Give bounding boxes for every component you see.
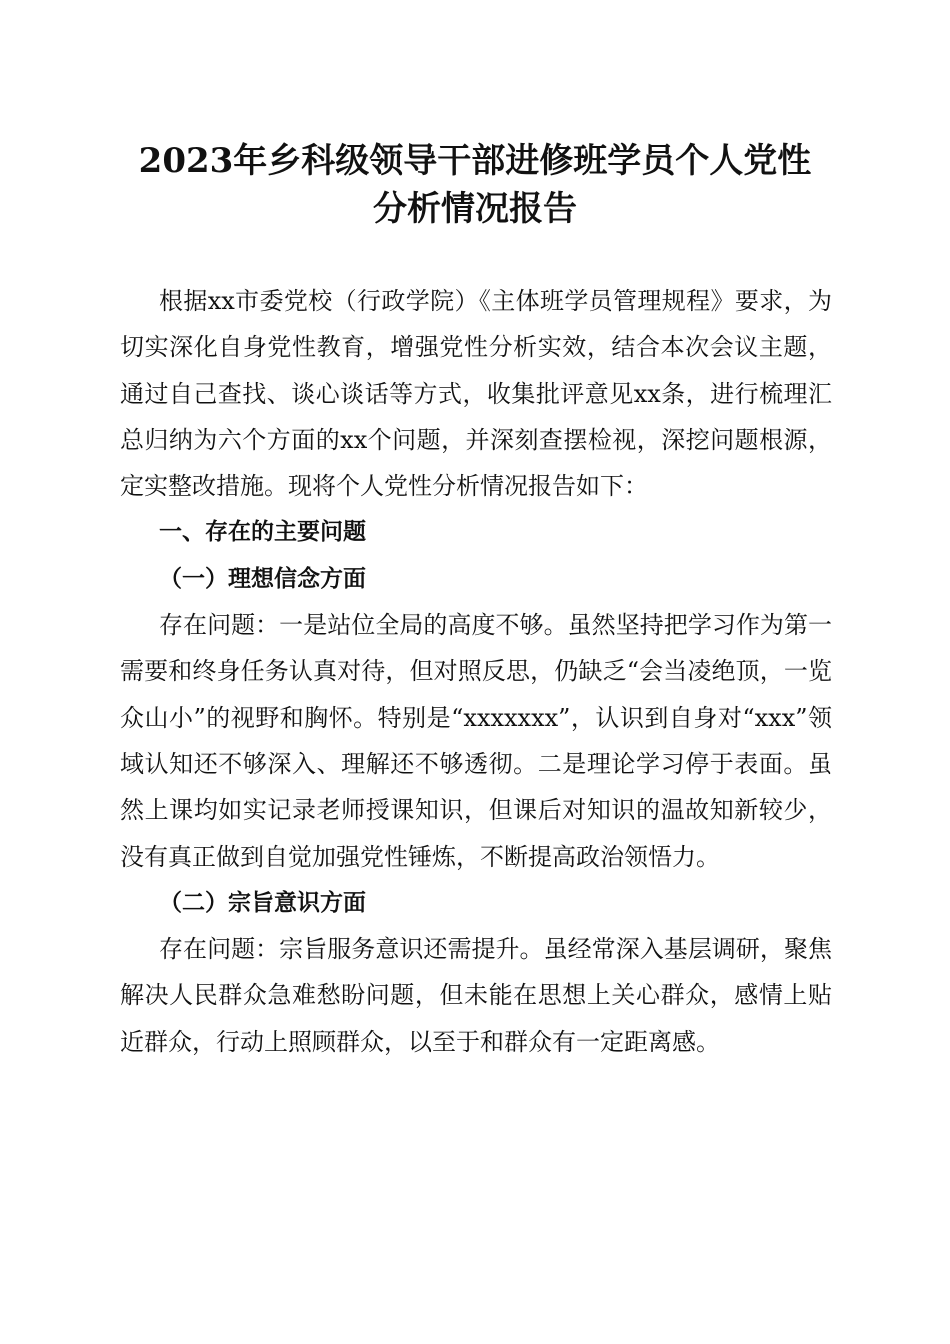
subsection-heading-ideals-beliefs: （一）理想信念方面 [159, 564, 366, 592]
intro-paragraph: 根据xx市委党校（行政学院）《主体班学员管理规程》要求，为切实深化自身党性教育，增强党性分析实效，结合本次会议主题，通过自己查找、谈心谈话等方式，收集批评意见xx条，进行梳理汇总归纳为六个方面的xx个问题，并深刻查摆检视，深挖问题根源，定实整改措施。现将个人党性分析情况报告如下： [120, 287, 832, 501]
subsection-heading-purpose-awareness: （二）宗旨意识方面 [159, 888, 366, 916]
subsection-paragraph-ideals-beliefs: 存在问题：一是站位全局的高度不够。虽然坚持把学习作为第一需要和终身任务认真对待，但对照反思，仍缺乏“会当凌绝顶，一览众山小”的视野和胸怀。特别是“xxxxxxx”，认识到自身对“xxx”领域认知还不够深入、理解还不够透彻。二是理论学习停于表面。虽然上课均如实记录老师授课知识，但课后对知识的温故知新较少，没有真正做到自觉加强党性锤炼，不断提高政治领悟力。 [120, 611, 832, 871]
subsection-paragraph-purpose-awareness: 存在问题：宗旨服务意识还需提升。虽经常深入基层调研，聚焦解决人民群众急难愁盼问题，但未能在思想上关心群众，感情上贴近群众，行动上照顾群众，以至于和群众有一定距离感。 [120, 935, 832, 1056]
document-body [120, 278, 832, 1065]
section-heading-main-problems: 一、存在的主要问题 [159, 519, 366, 546]
document-title-line-2: 分析情况报告 [373, 189, 577, 229]
document-title-line-1: 2023年乡科级领导干部进修班学员个人党性 [138, 141, 812, 181]
